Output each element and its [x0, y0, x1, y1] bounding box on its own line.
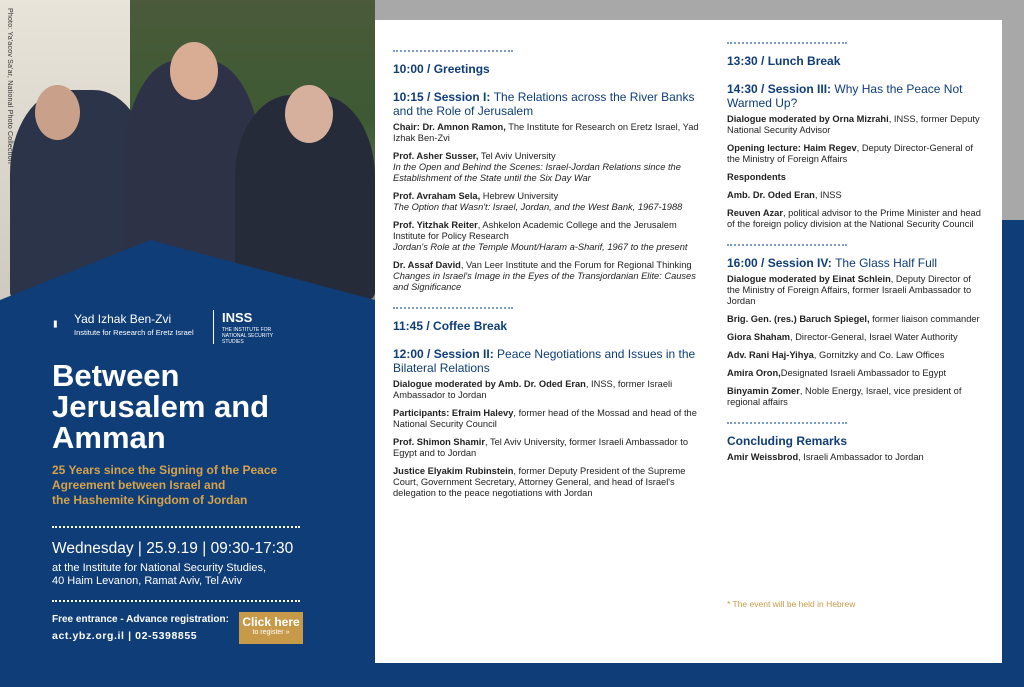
- session-time: 12:00 / Session II:: [393, 347, 498, 361]
- speaker-affiliation: The Institute for Research on Eretz Israel, Yad Izhak Ben-Zvi: [393, 122, 699, 143]
- speaker-affiliation: , Van Leer Institute and the Forum for Regional Thinking: [460, 260, 692, 270]
- session-title: Coffee Break: [433, 319, 508, 333]
- speaker-item: [727, 368, 985, 379]
- speaker-item: [393, 220, 711, 253]
- speaker-affiliation: , former head of the Mossad and head of the National Security Council: [393, 408, 697, 429]
- ybz-name: Yad Izhak Ben-Zvi: [74, 312, 172, 326]
- session-4-heading: [727, 256, 985, 270]
- photo-head-left: [35, 85, 80, 140]
- speaker-name: Adv. Rani Haj-Yihya: [727, 350, 814, 360]
- speaker-affiliation: , Noble Energy, Israel, vice president of regional affairs: [727, 386, 962, 407]
- session-3-heading: [727, 82, 985, 110]
- speaker-affiliation: , political advisor to the Prime Minister and head of the foreign policy division at the National Security Council: [727, 208, 981, 229]
- session-title: Greetings: [433, 62, 490, 76]
- photo-head-right: [285, 85, 333, 143]
- speaker-item: [727, 190, 985, 201]
- session-time: 11:45 /: [393, 319, 434, 333]
- dotted-separator: [727, 244, 847, 246]
- registration-text: Free entrance - Advance registration:: [52, 614, 229, 625]
- speaker-item: [727, 114, 985, 136]
- speaker-item: [727, 314, 985, 325]
- session-1-heading: [393, 90, 711, 118]
- registration-contact[interactable]: act.ybz.org.il | 02-5398855: [52, 630, 198, 642]
- speaker-affiliation: , Deputy Director-General of the Ministry of Foreign Affairs: [727, 143, 973, 164]
- speaker-affiliation: , Israeli Ambassador to Jordan: [798, 452, 924, 462]
- speaker-item: [727, 172, 985, 183]
- speaker-name: Prof. Yitzhak Reiter: [393, 220, 478, 230]
- speaker-name: Respondents: [727, 172, 786, 182]
- talk-title: Jordan's Role at the Temple Mount/Haram a-Sharif, 1967 to the present: [393, 242, 688, 252]
- session-time: 14:30 / Session III:: [727, 82, 835, 96]
- speaker-name: Prof. Asher Susser,: [393, 151, 479, 161]
- speaker-affiliation: , INSS: [814, 190, 842, 200]
- speaker-affiliation: Hebrew University: [480, 191, 559, 201]
- speaker-name: Dialogue moderated by Orna Mizrahi: [727, 114, 889, 124]
- event-date: Wednesday | 25.9.19 | 09:30-17:30: [52, 540, 294, 557]
- coffee-heading: [393, 319, 711, 333]
- speaker-affiliation: , Tel Aviv University, former Israeli Ambassador to Egypt and to Jordan: [393, 437, 689, 458]
- speaker-item: [727, 452, 985, 463]
- photo-credit: Photo: Ya'acov Sa'ar, National Photo Collection: [6, 8, 13, 164]
- speaker-item: [727, 143, 985, 165]
- session-title: The Glass Half Full: [835, 256, 938, 270]
- ybz-subtitle: Institute for Research of Eretz Israel: [74, 328, 194, 337]
- talk-title: The Option that Wasn't: Israel, Jordan, and the West Bank, 1967-1988: [393, 202, 683, 212]
- speaker-affiliation: Tel Aviv University: [478, 151, 556, 161]
- event-subtitle: [52, 463, 342, 508]
- session-time: 10:15 / Session I:: [393, 90, 494, 104]
- program-column-right: [727, 42, 985, 470]
- talk-title: In the Open and Behind the Scenes: Israel-Jordan Relations since the Establishment of the State until the Six Day War: [393, 162, 681, 183]
- speaker-name: Prof. Avraham Sela,: [393, 191, 481, 201]
- register-button-label: Click here: [242, 615, 300, 629]
- dotted-separator: [727, 422, 847, 424]
- speaker-affiliation: former liaison commander: [869, 314, 980, 324]
- dotted-divider: [52, 600, 300, 602]
- speaker-item: [393, 379, 711, 401]
- inss-logo: INSS: [222, 310, 253, 325]
- speaker-affiliation: , INSS, former Deputy National Security Advisor: [727, 114, 980, 135]
- register-button[interactable]: [239, 612, 303, 644]
- speaker-item: [393, 191, 711, 213]
- session-title: The Relations across the River Banks and the Role of Jerusalem: [393, 90, 695, 118]
- title-line: Amman: [52, 420, 166, 455]
- session-time: 16:00 / Session IV:: [727, 256, 836, 270]
- speaker-name: Giora Shaham: [727, 332, 791, 342]
- register-button-sublabel: to register »: [252, 629, 290, 636]
- program-column-left: [393, 50, 711, 506]
- speaker-item: [727, 332, 985, 343]
- concluding-heading: [727, 434, 985, 448]
- inss-subtitle: THE INSTITUTE FOR NATIONAL SECURITY STUDIES: [222, 327, 274, 345]
- session-2-heading: [393, 347, 711, 375]
- speaker-name: Justice Elyakim Rubinstein: [393, 466, 514, 476]
- speaker-affiliation: , Gornitzky and Co. Law Offices: [813, 350, 945, 360]
- session-title: Why Has the Peace Not Warmed Up?: [727, 82, 963, 110]
- speaker-name: Amb. Dr. Oded Eran: [727, 190, 815, 200]
- speaker-affiliation: Designated Israeli Ambassador to Egypt: [780, 368, 947, 378]
- session-title: Peace Negotiations and Issues in the Bilateral Relations: [393, 347, 696, 375]
- event-title: [52, 360, 352, 453]
- speaker-item: [727, 350, 985, 361]
- speaker-item: [393, 466, 711, 499]
- title-line: Between: [52, 358, 180, 393]
- speaker-name: Dialogue moderated by Amb. Dr. Oded Eran: [393, 379, 586, 389]
- session-title: Lunch Break: [767, 54, 841, 68]
- speaker-name: Dr. Assaf David: [393, 260, 461, 270]
- speaker-name: Chair: Dr. Amnon Ramon,: [393, 122, 506, 132]
- speaker-item: [393, 437, 711, 459]
- speaker-affiliation: , former Deputy President of the Supreme Court, Government Secretary, Attorney General, and head of Israel's delegation to the peace negotiations with Jordan: [393, 466, 686, 498]
- dotted-separator: [393, 307, 513, 309]
- subtitle-line: the Hashemite Kingdom of Jordan: [52, 493, 248, 507]
- speaker-name: Binyamin Zomer: [727, 386, 800, 396]
- speaker-item: [393, 151, 711, 184]
- program-panel: [375, 20, 1002, 663]
- speaker-affiliation: , INSS, former Israeli Ambassador to Jordan: [393, 379, 673, 400]
- photo-head-center: [170, 42, 218, 100]
- session-time: 10:00 /: [393, 62, 434, 76]
- dotted-separator: [727, 42, 847, 44]
- dotted-divider: [52, 526, 300, 528]
- subtitle-line: 25 Years since the Signing of the Peace: [52, 463, 278, 477]
- speaker-affiliation: , Ashkelon Academic College and the Jerusalem Institute for Policy Research: [393, 220, 677, 241]
- ybz-logo-icon: י: [52, 314, 59, 339]
- subtitle-line: Agreement between Israel and: [52, 478, 226, 492]
- session-time: 13:30 /: [727, 54, 768, 68]
- greetings-heading: [393, 62, 711, 76]
- speaker-name: Brig. Gen. (res.) Baruch Spiegel,: [727, 314, 870, 324]
- speaker-affiliation: , Director-General, Israel Water Authority: [790, 332, 958, 342]
- speaker-item: [727, 386, 985, 408]
- session-title: Concluding Remarks: [727, 434, 848, 448]
- speaker-item: [727, 274, 985, 307]
- lunch-heading: [727, 54, 985, 68]
- speaker-name: Prof. Shimon Shamir: [393, 437, 485, 447]
- speaker-affiliation: , Deputy Director of the Ministry of Foreign Affairs, former Israeli Ambassador to Jordan: [727, 274, 972, 306]
- event-venue: [52, 562, 266, 588]
- venue-line: at the Institute for National Security Studies,: [52, 562, 267, 574]
- speaker-item: [393, 408, 711, 430]
- logo-divider: [213, 310, 214, 344]
- speaker-name: Reuven Azar: [727, 208, 783, 218]
- speaker-item: [393, 260, 711, 293]
- title-line: Jerusalem and: [52, 389, 270, 424]
- speaker-item: [393, 122, 711, 144]
- hebrew-note: * The event will be held in Hebrew: [727, 599, 856, 609]
- talk-title: Changes in Israel's Image in the Eyes of the Transjordanian Elite: Causes and Significance: [393, 271, 696, 292]
- dotted-separator: [393, 50, 513, 52]
- speaker-item: [727, 208, 985, 230]
- speaker-name: Participants: Efraim Halevy: [393, 408, 514, 418]
- speaker-name: Amira Oron,: [727, 368, 781, 378]
- speaker-name: Opening lecture: Haim Regev: [727, 143, 857, 153]
- speaker-name: Dialogue moderated by Einat Schlein: [727, 274, 891, 284]
- venue-line: 40 Haim Levanon, Ramat Aviv, Tel Aviv: [52, 575, 242, 587]
- logos: [52, 310, 292, 346]
- speaker-name: Amir Weissbrod: [727, 452, 799, 462]
